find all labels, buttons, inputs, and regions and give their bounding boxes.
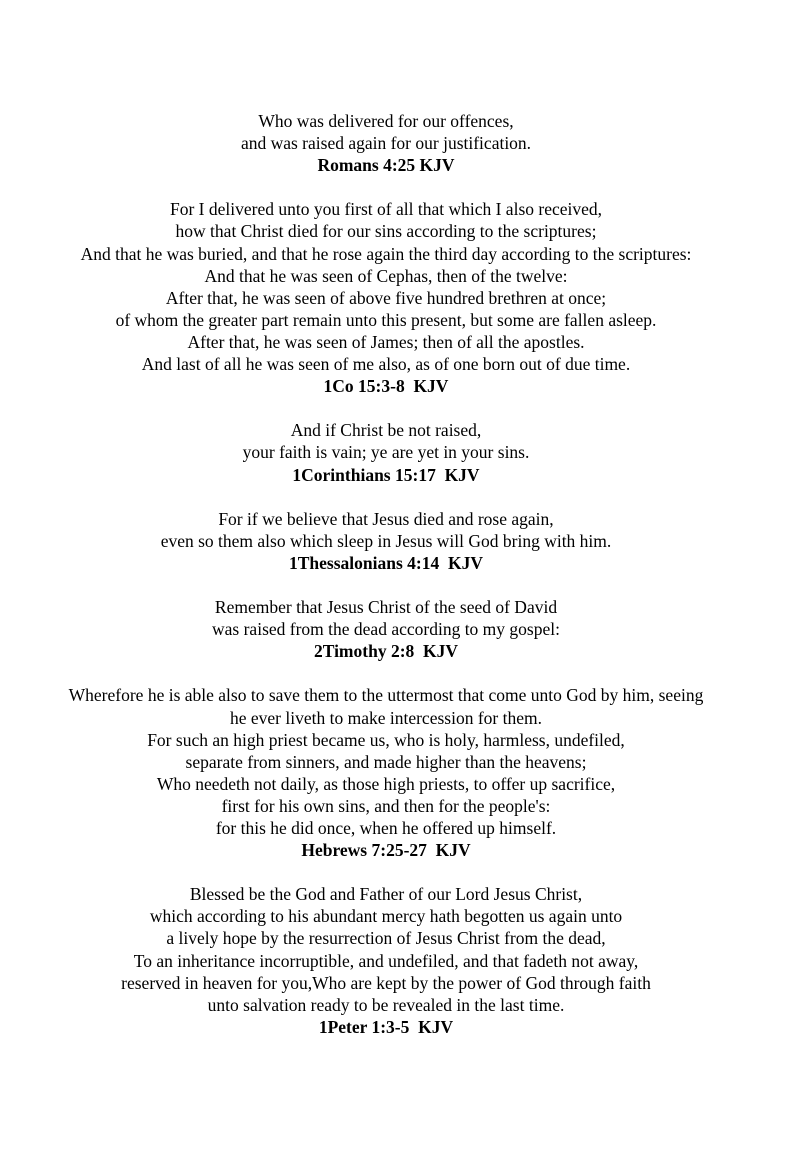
verse-line: how that Christ died for our sins according to the scriptures; xyxy=(175,221,597,242)
verse-line: For such an high priest became us, who is holy, harmless, undefiled, xyxy=(147,729,625,750)
verse-reference: 1Corinthians 15:17 KJV xyxy=(292,464,480,485)
verse-line: Blessed be the God and Father of our Lord Jesus Christ, xyxy=(189,884,583,905)
verse-line: And last of all he was seen of me also, as of one born out of due time. xyxy=(141,354,631,375)
verse-line: And that he was buried, and that he rose again the third day according to the scriptures: xyxy=(80,243,692,264)
verse-reference: 1Peter 1:3-5 KJV xyxy=(318,1016,454,1037)
passage-1co-15-3-8 xyxy=(0,198,772,397)
verse-line: After that, he was seen of above five hundred brethren at once; xyxy=(165,287,607,308)
passage-2timothy-2-8 xyxy=(0,596,772,662)
verse-line: of whom the greater part remain unto this present, but some are fallen asleep. xyxy=(115,309,657,330)
verse-line: To an inheritance incorruptible, and undefiled, and that fadeth not away, xyxy=(133,950,639,971)
scripture-page xyxy=(0,110,772,1060)
verse-line: And that he was seen of Cephas, then of the twelve: xyxy=(204,265,568,286)
verse-reference: 1Thessalonians 4:14 KJV xyxy=(289,552,483,573)
verse-line: Who needeth not daily, as those high priests, to offer up sacrifice, xyxy=(156,773,616,794)
verse-line: your faith is vain; ye are yet in your sins. xyxy=(242,442,530,463)
verse-reference: Romans 4:25 KJV xyxy=(317,155,455,176)
verse-line: first for his own sins, and then for the people's: xyxy=(221,795,551,816)
verse-line: reserved in heaven for you,Who are kept by the power of God through faith xyxy=(121,972,651,993)
verse-line: And if Christ be not raised, xyxy=(290,420,482,441)
verse-reference: 2Timothy 2:8 KJV xyxy=(313,641,459,662)
verse-line: was raised from the dead according to my gospel: xyxy=(212,619,560,640)
passage-1peter-1-3-5 xyxy=(0,883,772,1038)
verse-line: even so them also which sleep in Jesus will God bring with him. xyxy=(160,530,612,551)
verse-line: a lively hope by the resurrection of Jesus Christ from the dead, xyxy=(166,928,606,949)
verse-reference: 1Co 15:3-8 KJV xyxy=(323,376,449,397)
passage-hebrews-7-25-27 xyxy=(0,684,772,861)
verse-line: Wherefore he is able also to save them to the uttermost that come unto God by him, seeing xyxy=(68,685,704,706)
verse-line: unto salvation ready to be revealed in the last time. xyxy=(207,994,565,1015)
verse-line: which according to his abundant mercy hath begotten us again unto xyxy=(149,906,623,927)
passage-romans-4-25 xyxy=(0,110,772,176)
verse-reference: Hebrews 7:25-27 KJV xyxy=(301,840,471,861)
verse-line: and was raised again for our justification. xyxy=(240,133,532,154)
passage-1thessalonians-4-14 xyxy=(0,508,772,574)
verse-line: After that, he was seen of James; then of all the apostles. xyxy=(187,331,585,352)
verse-line: he ever liveth to make intercession for them. xyxy=(230,707,542,728)
verse-line: Remember that Jesus Christ of the seed of David xyxy=(214,597,558,618)
verse-line: Who was delivered for our offences, xyxy=(258,111,514,131)
verse-line: for this he did once, when he offered up himself. xyxy=(215,818,557,838)
verse-line: For I delivered unto you first of all that which I also received, xyxy=(169,199,603,220)
verse-line: separate from sinners, and made higher than the heavens; xyxy=(185,751,587,772)
verse-line: For if we believe that Jesus died and rose again, xyxy=(218,508,554,529)
passage-1corinthians-15-17 xyxy=(0,419,772,485)
